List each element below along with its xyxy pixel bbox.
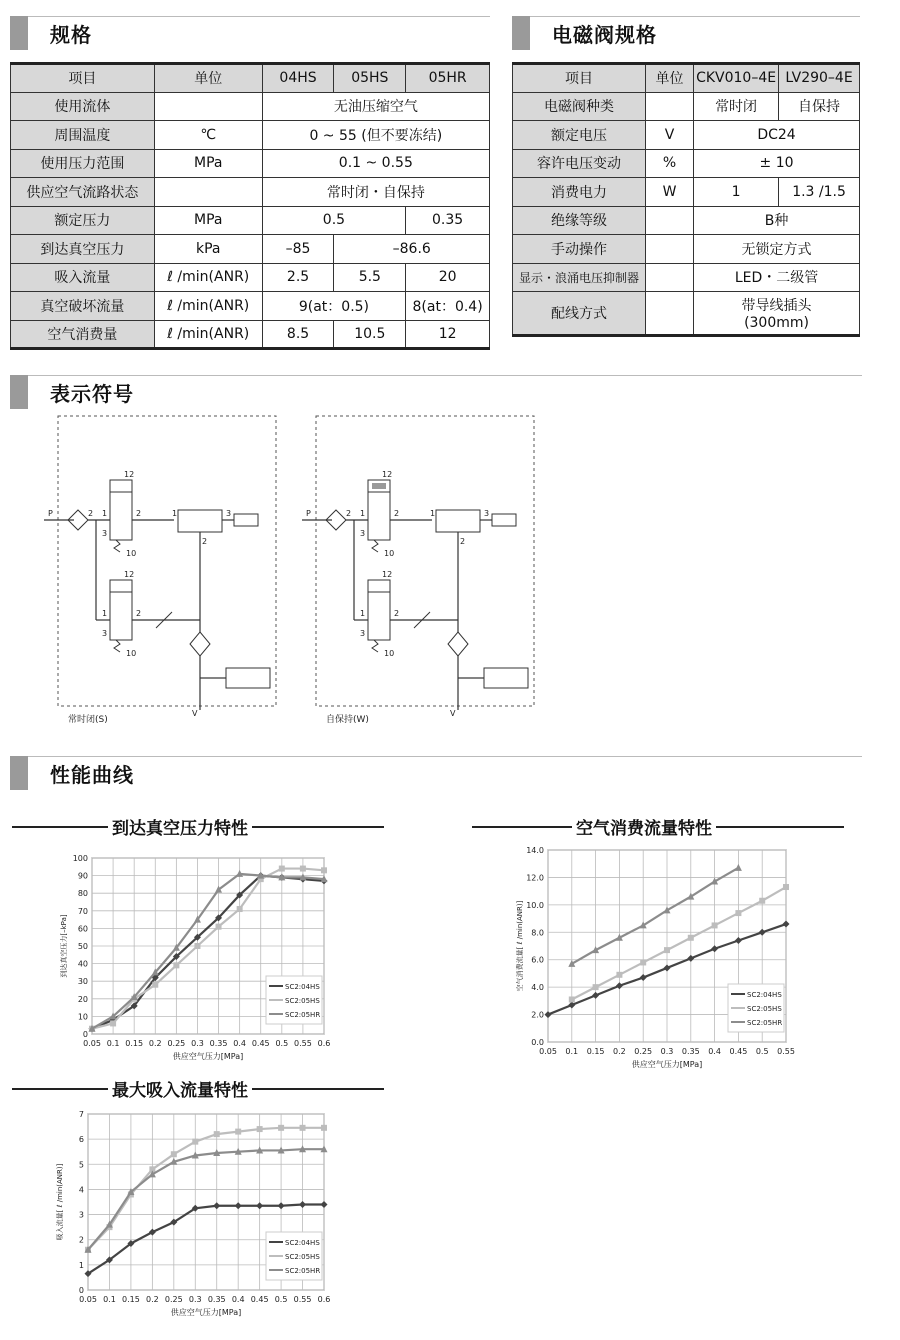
x-tick-label: 0.4 — [231, 1295, 245, 1304]
chart-title-suction: 最大吸入流量特性 — [108, 1076, 252, 1101]
port-label-12: 12 — [382, 570, 393, 579]
port-label-1: 1 — [360, 509, 366, 518]
x-axis-label: 供应空气压力[MPa] — [172, 1052, 244, 1061]
data-point — [152, 982, 158, 988]
spring-symbol — [372, 540, 378, 552]
table-row — [11, 149, 490, 178]
data-point — [688, 935, 694, 941]
y-tick-label: 14.0 — [526, 846, 544, 855]
x-axis-label: 供应空气压力[MPa] — [170, 1308, 242, 1317]
port-label-2: 2 — [394, 509, 400, 518]
x-tick-label: 0.1 — [106, 1039, 120, 1048]
row-unit — [154, 92, 262, 121]
x-tick-label: 0.4 — [233, 1039, 247, 1048]
x-tick-label: 0.2 — [145, 1295, 159, 1304]
spring-symbol — [114, 540, 120, 552]
x-tick-label: 0.25 — [167, 1039, 186, 1048]
y-tick-label: 12.0 — [526, 873, 544, 883]
spec-header-row — [11, 64, 490, 93]
x-tick-label: 0.2 — [613, 1047, 626, 1056]
legend-label: SC2:05HS — [285, 997, 320, 1005]
data-point — [300, 1125, 306, 1131]
chart-vacuum-pressure — [50, 848, 350, 1073]
section-symbols — [10, 375, 862, 409]
data-point — [664, 947, 670, 953]
spec-header-cell: 项目 — [11, 64, 155, 93]
x-axis-label: 供应空气压力[MPa] — [631, 1060, 703, 1069]
row-value: 8(at：0.4) — [406, 292, 490, 321]
pressure-switch-symbol — [484, 668, 528, 688]
x-tick-label: 0.45 — [250, 1295, 269, 1304]
solenoid-valve-1 — [110, 492, 132, 540]
dashed-frame — [58, 416, 276, 706]
port-label-12: 12 — [382, 470, 393, 479]
data-point — [194, 943, 200, 949]
data-point — [171, 1151, 177, 1157]
port-label-3: 3 — [226, 509, 232, 518]
x-tick-label: 0.15 — [125, 1039, 144, 1048]
circuit-symbols — [44, 410, 544, 730]
solenoid-coil-2 — [368, 580, 390, 592]
row-value: DC24 — [694, 121, 860, 150]
port-label-2: 2 — [394, 609, 400, 618]
section-valve — [512, 16, 860, 50]
y-axis-label: 吸入流量[ ℓ /min(ANR)] — [56, 1163, 64, 1241]
row-unit — [645, 235, 693, 264]
row-unit: W — [645, 178, 693, 207]
spec-table — [10, 62, 490, 350]
y-tick-label: 7 — [78, 1110, 84, 1119]
row-unit — [645, 92, 693, 121]
x-tick-label: 0.05 — [79, 1295, 97, 1304]
row-value: 20 — [406, 263, 490, 292]
x-tick-label: 0.3 — [660, 1047, 674, 1056]
filter-symbol — [190, 632, 210, 656]
data-point — [110, 1020, 116, 1026]
row-value: 无油压缩空气 — [262, 92, 489, 121]
port-label-v: V — [450, 709, 456, 718]
row-value: 10.5 — [334, 320, 406, 349]
filter-symbol — [448, 632, 468, 656]
row-value: 1.3 /1.5 — [779, 178, 860, 207]
port-label-1: 1 — [172, 509, 178, 518]
x-tick-label: 0.55 — [294, 1039, 312, 1048]
port-label-12: 12 — [124, 470, 135, 479]
row-unit — [645, 263, 693, 292]
port-label-2: 2 — [136, 509, 142, 518]
table-row — [513, 235, 860, 264]
data-point — [257, 1126, 263, 1132]
table-row — [11, 263, 490, 292]
data-point — [237, 906, 243, 912]
y-tick-label: 60 — [77, 924, 88, 934]
port-label-2: 2 — [202, 537, 208, 546]
x-tick-label: 0.15 — [122, 1295, 140, 1304]
section-bar — [10, 375, 28, 409]
port-label-10: 10 — [384, 549, 395, 558]
y-tick-label: 0 — [82, 1030, 88, 1039]
data-point — [278, 1125, 284, 1131]
data-point — [616, 972, 622, 978]
legend-label: SC2:05HR — [285, 1011, 321, 1019]
row-unit: ℃ — [154, 121, 262, 150]
pressure-switch-symbol — [226, 668, 270, 688]
data-point — [235, 1129, 241, 1135]
data-point — [569, 996, 575, 1002]
row-value: 无锁定方式 — [694, 235, 860, 264]
x-tick-label: 0.05 — [539, 1047, 557, 1056]
data-point — [712, 922, 718, 928]
silencer-symbol — [492, 514, 516, 526]
table-row — [11, 320, 490, 349]
y-tick-label: 6.0 — [531, 955, 544, 965]
row-label: 到达真空压力 — [11, 235, 155, 264]
port-label-10: 10 — [384, 649, 395, 658]
table-row — [11, 292, 490, 321]
y-tick-label: 6 — [78, 1135, 84, 1145]
x-tick-label: 0.25 — [164, 1295, 183, 1304]
y-tick-label: 10 — [77, 1012, 88, 1022]
row-label: 容许电压变动 — [513, 149, 646, 178]
row-value: 带导线插头 (300mm) — [694, 292, 860, 336]
row-label: 周围温度 — [11, 121, 155, 150]
row-label: 吸入流量 — [11, 263, 155, 292]
section-bar — [10, 16, 28, 50]
ejector-symbol — [178, 510, 222, 532]
solenoid-valve-1 — [368, 492, 390, 540]
row-value: 2.5 — [262, 263, 334, 292]
section-title-valve: 电磁阀规格 — [552, 23, 657, 47]
y-tick-label: 1 — [78, 1260, 84, 1270]
port-label-p: P — [48, 509, 53, 518]
row-unit: V — [645, 121, 693, 150]
row-value: 5.5 — [334, 263, 406, 292]
x-tick-label: 0.1 — [565, 1047, 579, 1056]
y-tick-label: 40 — [77, 959, 88, 969]
row-unit: ℓ /min(ANR) — [154, 263, 262, 292]
port-label-p: P — [306, 509, 311, 518]
dashed-frame — [316, 416, 534, 706]
table-row — [11, 121, 490, 150]
data-point — [173, 962, 179, 968]
y-tick-label: 70 — [77, 906, 88, 916]
row-label: 供应空气流路状态 — [11, 178, 155, 207]
row-value: LED・二级管 — [694, 263, 860, 292]
x-tick-label: 0.35 — [209, 1039, 228, 1048]
table-row — [513, 178, 860, 207]
port-label-3: 3 — [484, 509, 490, 518]
latch-marker — [372, 483, 386, 489]
valve-table — [512, 62, 860, 337]
chart-max-suction — [50, 1104, 350, 1336]
chart-air-consumption — [510, 840, 810, 1070]
port-label-v: V — [192, 709, 198, 718]
x-tick-label: 0.55 — [777, 1047, 795, 1056]
row-value: 9(at：0.5) — [262, 292, 406, 321]
table-row — [513, 263, 860, 292]
x-tick-label: 0.1 — [103, 1295, 116, 1304]
data-point — [735, 910, 741, 916]
data-point — [593, 984, 599, 990]
chart-title-consumption: 空气消费流量特性 — [572, 814, 716, 839]
row-label: 使用压力范围 — [11, 149, 155, 178]
valve-header-cell: 项目 — [513, 64, 646, 93]
x-tick-label: 0.5 — [274, 1295, 288, 1304]
row-value: 常时闭・自保持 — [262, 178, 489, 207]
row-label: 空气消费量 — [11, 320, 155, 349]
port-label-10: 10 — [126, 549, 137, 558]
legend-label: SC2:04HS — [285, 1239, 320, 1247]
legend-label: SC2:04HS — [285, 983, 320, 991]
x-tick-label: 0.35 — [207, 1295, 226, 1304]
data-point — [640, 959, 646, 965]
section-spec — [10, 16, 490, 50]
x-tick-label: 0.3 — [191, 1039, 204, 1048]
x-tick-label: 0.45 — [729, 1047, 748, 1056]
y-tick-label: 80 — [77, 889, 88, 899]
table-row — [513, 92, 860, 121]
silencer-symbol — [234, 514, 258, 526]
solenoid-valve-2 — [110, 592, 132, 640]
row-value: 自保持 — [779, 92, 860, 121]
row-value: 12 — [406, 320, 490, 349]
row-label: 配线方式 — [513, 292, 646, 336]
data-point — [300, 866, 306, 872]
table-row — [513, 121, 860, 150]
port-label-3: 3 — [360, 629, 366, 638]
table-row — [11, 206, 490, 235]
port-label-2: 2 — [88, 509, 94, 518]
x-tick-label: 0.25 — [634, 1047, 653, 1056]
y-axis-label: 到达真空压力[–kPa] — [60, 914, 68, 978]
data-point — [279, 866, 285, 872]
section-title-spec: 规格 — [50, 23, 92, 47]
x-tick-label: 0.6 — [317, 1295, 331, 1304]
row-value: B种 — [694, 206, 860, 235]
ejector-symbol — [436, 510, 480, 532]
row-label: 消费电力 — [513, 178, 646, 207]
y-tick-label: 2.0 — [531, 1010, 544, 1020]
y-tick-label: 5 — [78, 1160, 84, 1170]
data-point — [214, 1131, 220, 1137]
solenoid-valve-2 — [368, 592, 390, 640]
data-point — [321, 867, 327, 873]
data-point — [216, 924, 222, 930]
x-tick-label: 0.05 — [83, 1039, 101, 1048]
valve-header-row — [513, 64, 860, 93]
row-unit: % — [645, 149, 693, 178]
table-row — [513, 149, 860, 178]
y-axis-label: 空气消费流量[ ℓ /min(ANR)] — [516, 900, 524, 992]
row-value: 0.1 ~ 0.55 — [262, 149, 489, 178]
data-point — [783, 884, 789, 890]
port-label-1: 1 — [102, 609, 108, 618]
y-tick-label: 2 — [78, 1235, 84, 1245]
row-value: –85 — [262, 235, 334, 264]
section-performance — [10, 756, 862, 790]
y-tick-label: 90 — [77, 871, 88, 881]
row-label: 使用流体 — [11, 92, 155, 121]
port-label-3: 3 — [102, 529, 108, 538]
valve-header-cell: CKV010–4E — [694, 64, 779, 93]
row-value: 1 — [694, 178, 779, 207]
y-tick-label: 4 — [78, 1185, 84, 1195]
spec-header-cell: 05HS — [334, 64, 406, 93]
x-tick-label: 0.15 — [586, 1047, 605, 1056]
spec-header-cell: 05HR — [406, 64, 490, 93]
row-value: 0.5 — [262, 206, 406, 235]
port-label-1: 1 — [102, 509, 108, 518]
row-unit — [645, 292, 693, 336]
x-tick-label: 0.35 — [681, 1047, 700, 1056]
port-label-1: 1 — [360, 609, 366, 618]
spec-header-cell: 04HS — [262, 64, 334, 93]
row-label: 绝缘等级 — [513, 206, 646, 235]
row-label: 额定电压 — [513, 121, 646, 150]
row-label: 手动操作 — [513, 235, 646, 264]
y-tick-label: 3 — [78, 1210, 84, 1220]
y-tick-label: 4.0 — [531, 983, 544, 993]
table-row — [11, 178, 490, 207]
table-row — [11, 92, 490, 121]
section-title-symbols: 表示符号 — [50, 382, 134, 406]
row-unit: MPa — [154, 206, 262, 235]
port-label-2: 2 — [136, 609, 142, 618]
x-tick-label: 0.5 — [755, 1047, 769, 1056]
section-title-performance: 性能曲线 — [50, 763, 134, 787]
port-label-2: 2 — [460, 537, 466, 546]
table-row — [513, 206, 860, 235]
row-unit: ℓ /min(ANR) — [154, 320, 262, 349]
port-label-10: 10 — [126, 649, 137, 658]
section-bar — [512, 16, 530, 50]
row-unit: MPa — [154, 149, 262, 178]
y-tick-label: 10.0 — [526, 900, 544, 910]
y-tick-label: 30 — [77, 977, 88, 987]
data-point — [192, 1139, 198, 1145]
chart-title-vacuum: 到达真空压力特性 — [108, 814, 252, 839]
valve-header-cell: 单位 — [645, 64, 693, 93]
y-tick-label: 0 — [78, 1286, 84, 1295]
row-value: 0 ~ 55 (但不要冻结) — [262, 121, 489, 150]
port-label-3: 3 — [360, 529, 366, 538]
row-unit: kPa — [154, 235, 262, 264]
row-unit: ℓ /min(ANR) — [154, 292, 262, 321]
port-label-2: 2 — [346, 509, 352, 518]
table-row — [11, 235, 490, 264]
x-tick-label: 0.3 — [188, 1295, 202, 1304]
x-tick-label: 0.4 — [708, 1047, 721, 1056]
y-tick-label: 8.0 — [531, 928, 544, 938]
row-value: 0.35 — [406, 206, 490, 235]
legend-label: SC2:05HS — [747, 1005, 782, 1013]
valve-header-cell: LV290–4E — [779, 64, 860, 93]
y-tick-label: 50 — [77, 942, 88, 951]
solenoid-coil-2 — [110, 580, 132, 592]
section-bar — [10, 756, 28, 790]
row-label: 真空破坏流量 — [11, 292, 155, 321]
x-tick-label: 0.45 — [251, 1039, 270, 1048]
y-tick-label: 100 — [72, 854, 88, 863]
legend-label: SC2:05HR — [285, 1267, 321, 1275]
spring-symbol — [114, 640, 120, 652]
legend-label: SC2:04HS — [747, 991, 782, 999]
symbol-caption: 常时闭(S) — [68, 715, 108, 725]
row-unit — [154, 178, 262, 207]
solenoid-coil-1 — [110, 480, 132, 492]
row-unit — [645, 206, 693, 235]
legend-label: SC2:05HS — [285, 1253, 320, 1261]
table-row — [513, 292, 860, 336]
row-value: –86.6 — [334, 235, 490, 264]
symbol-caption: 自保持(W) — [326, 715, 369, 725]
row-value: 常时闭 — [694, 92, 779, 121]
legend-label: SC2:05HR — [747, 1019, 783, 1027]
row-value: 8.5 — [262, 320, 334, 349]
row-value: ± 10 — [694, 149, 860, 178]
y-tick-label: 0.0 — [531, 1038, 544, 1047]
row-label: 显示・浪涌电压抑制器 — [513, 263, 646, 292]
port-label-1: 1 — [430, 509, 436, 518]
row-label: 额定压力 — [11, 206, 155, 235]
data-point — [321, 1125, 327, 1131]
x-tick-label: 0.6 — [317, 1039, 331, 1048]
x-tick-label: 0.55 — [293, 1295, 312, 1304]
y-tick-label: 20 — [77, 994, 88, 1004]
port-label-12: 12 — [124, 570, 135, 579]
spec-header-cell: 单位 — [154, 64, 262, 93]
spring-symbol — [372, 640, 378, 652]
data-point — [759, 898, 765, 904]
row-label: 电磁阀种类 — [513, 92, 646, 121]
x-tick-label: 0.5 — [275, 1039, 289, 1048]
x-tick-label: 0.2 — [148, 1039, 162, 1048]
port-label-3: 3 — [102, 629, 108, 638]
